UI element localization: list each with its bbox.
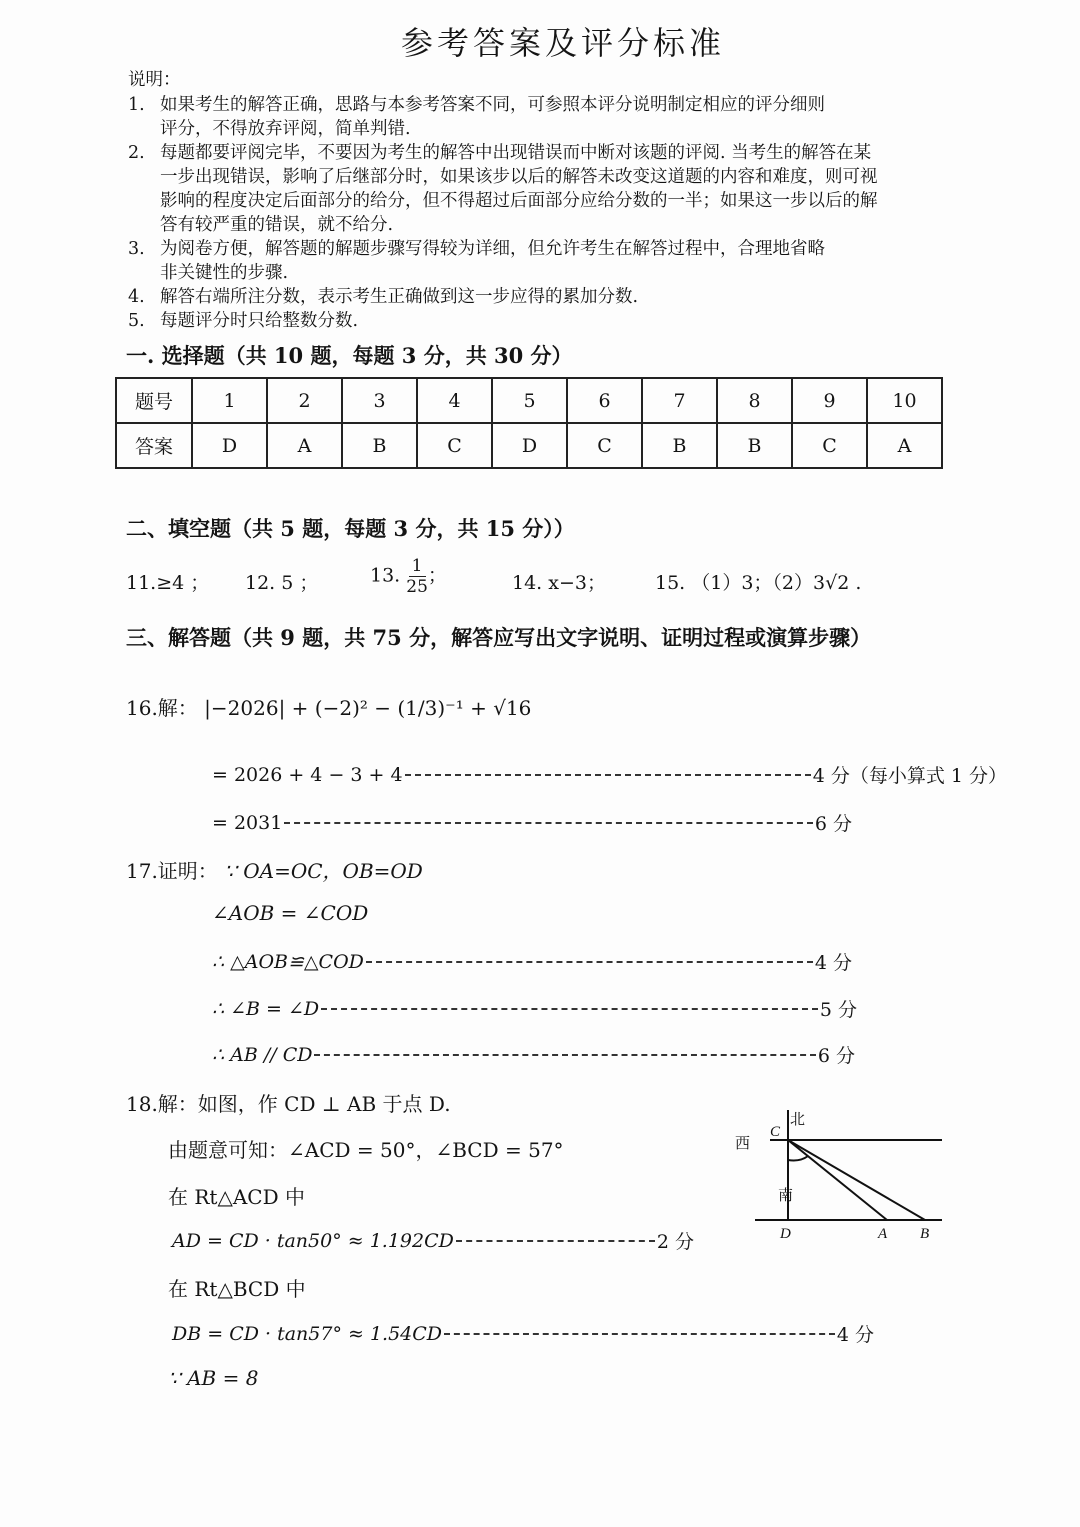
answer-cell: D — [192, 423, 267, 468]
answer-12: 12. 5 ； — [245, 572, 319, 594]
choice-answer-table — [115, 377, 943, 469]
q18-line1: 由题意可知：∠ACD = 50°，∠BCD = 57° — [168, 1138, 564, 1162]
note-text: 影响的程度决定后面部分的给分，但不得超过后面部分应给分数的一半；如果这一步以后的解 — [160, 191, 878, 211]
answer-11: 11.≥4 ； — [126, 572, 210, 594]
notes-heading: 说明： — [128, 70, 181, 90]
q17-line2: ∠AOB = ∠COD — [212, 901, 369, 925]
note-text: 每题评分时只给整数分数. — [160, 311, 359, 331]
line-CA — [788, 1140, 887, 1220]
q18-line4: 在 Rt△BCD 中 — [168, 1277, 306, 1301]
answer-cell: B — [642, 423, 717, 468]
step-expression: ∴ ∠B = ∠D — [212, 997, 320, 1020]
angle-arc — [788, 1156, 808, 1161]
q17-line4 — [212, 995, 857, 1022]
question-number-cell: 1 — [192, 378, 267, 423]
q16-step2 — [212, 809, 852, 836]
question-number-cell: 4 — [417, 378, 492, 423]
step-expression: = 2031 — [212, 811, 283, 834]
note-text: 答有较严重的错误，就不给分. — [160, 215, 394, 235]
step-score: 4 分 — [814, 952, 852, 974]
note-line — [128, 139, 871, 164]
note-line — [128, 91, 825, 116]
question-number-cell: 10 — [867, 378, 942, 423]
note-line — [128, 235, 825, 260]
answer-13-number: 13. — [370, 564, 401, 587]
dash-leader — [444, 1333, 835, 1335]
note-number: 5. — [128, 311, 145, 331]
answer-13 — [370, 556, 447, 597]
note-text: 为阅卷方便，解答题的解题步骤写得较为详细，但允许考生在解答过程中，合理地省略 — [160, 239, 825, 259]
numerator: 1 — [409, 556, 426, 577]
section3-heading: 三、解答题（共 9 题，共 75 分，解答应写出文字说明、证明过程或演算步骤） — [126, 625, 872, 650]
q18-line3 — [172, 1227, 694, 1254]
step-score: 5 分 — [819, 999, 857, 1021]
section1-heading: 一. 选择题（共 10 题，每题 3 分，共 30 分） — [126, 343, 573, 368]
section2-heading: 二、填空题（共 5 题，每题 3 分，共 15 分）） — [126, 516, 575, 541]
answer-cell: A — [267, 423, 342, 468]
dash-leader — [456, 1240, 655, 1242]
q16-step1 — [212, 761, 1007, 788]
step-score: 4 分（每小算式 1 分） — [812, 765, 1007, 787]
table-row-answers — [116, 423, 942, 468]
step-score: 2 分 — [656, 1231, 694, 1253]
direction-diagram — [730, 1100, 960, 1250]
q16-label — [126, 692, 531, 721]
line-CB — [788, 1140, 925, 1220]
question-number-cell: 3 — [342, 378, 417, 423]
question-number-cell: 9 — [792, 378, 867, 423]
q17-line1 — [126, 855, 423, 884]
note-number: 4. — [128, 287, 145, 307]
answer-cell: C — [567, 423, 642, 468]
dash-leader — [284, 822, 813, 824]
step-score: 6 分 — [817, 1045, 855, 1067]
label-north: 北 — [790, 1112, 806, 1128]
label-C: C — [770, 1124, 781, 1140]
dash-leader — [321, 1008, 818, 1010]
step-expression: ∴ △AOB≌△COD — [212, 950, 364, 973]
label-south: 南 — [778, 1188, 794, 1204]
q16-expression: |−2026| + (−2)² − (1/3)⁻¹ + √16 — [204, 696, 532, 720]
page-title: 参考答案及评分标准 — [400, 24, 725, 62]
q18-line5 — [172, 1320, 874, 1347]
answer-14: 14. x−3； — [512, 572, 606, 594]
answer-15: 15. （1）3；（2）3√2 . — [655, 572, 862, 594]
q17-line5 — [212, 1041, 855, 1068]
note-line — [128, 307, 358, 332]
table-row-numbers — [116, 378, 942, 423]
note-text: 一步出现错误，影响了后继部分时，如果该步以后的解答未改变这道题的内容和难度，则可视 — [160, 167, 878, 187]
denominator: 25 — [406, 577, 428, 597]
note-number: 1. — [128, 95, 145, 115]
note-line — [128, 187, 878, 212]
answer-cell: B — [342, 423, 417, 468]
note-line — [128, 115, 411, 140]
step-score: 6 分 — [814, 813, 852, 835]
note-text: 每题都要评阅完毕，不要因为考生的解答中出现错误而中断对该题的评阅. 当考生的解答在某 — [160, 143, 872, 163]
separator: ； — [427, 564, 447, 587]
answer-cell: C — [792, 423, 867, 468]
note-text: 解答右端所注分数，表示考生正确做到这一步应得的累加分数. — [160, 287, 639, 307]
note-line — [128, 163, 878, 188]
question-number-cell: 6 — [567, 378, 642, 423]
step-expression: AD = CD · tan50° ≈ 1.192CD — [172, 1229, 454, 1252]
dash-leader — [405, 774, 811, 776]
note-text: 评分，不得放弃评阅，简单判错. — [160, 119, 411, 139]
step-expression: DB = CD · tan57° ≈ 1.54CD — [172, 1322, 443, 1345]
step-expression: ∵ OA=OC，OB=OD — [224, 859, 423, 883]
q17-line3 — [212, 948, 852, 975]
label-D: D — [780, 1226, 791, 1242]
q18-line6: ∵ AB = 8 — [168, 1366, 259, 1390]
label-B: B — [920, 1226, 930, 1242]
answer-cell: B — [717, 423, 792, 468]
note-text: 如果考生的解答正确，思路与本参考答案不同，可参照本评分说明制定相应的评分细则 — [160, 95, 825, 115]
note-line — [128, 283, 638, 308]
q18-line0: 18.解：如图，作 CD ⊥ AB 于点 D. — [126, 1092, 451, 1116]
note-number: 2. — [128, 143, 145, 163]
q18-line2: 在 Rt△ACD 中 — [168, 1185, 305, 1209]
answer-cell: D — [492, 423, 567, 468]
fraction — [406, 556, 428, 597]
q17-label: 17.证明： — [126, 859, 218, 883]
note-line — [128, 259, 288, 284]
label-west: 西 — [735, 1136, 751, 1152]
q16-label-text: 16.解： — [126, 696, 198, 720]
answer-cell: A — [867, 423, 942, 468]
step-expression: ∴ AB // CD — [212, 1043, 313, 1066]
answer-cell: C — [417, 423, 492, 468]
row-label: 答案 — [116, 423, 192, 468]
question-number-cell: 2 — [267, 378, 342, 423]
note-number: 3. — [128, 239, 145, 259]
label-A: A — [878, 1226, 888, 1242]
dash-leader — [366, 961, 813, 963]
step-expression: = 2026 + 4 − 3 + 4 — [212, 763, 403, 786]
note-line — [128, 211, 393, 236]
question-number-cell: 8 — [717, 378, 792, 423]
row-label: 题号 — [116, 378, 192, 423]
question-number-cell: 5 — [492, 378, 567, 423]
step-score: 4 分 — [836, 1324, 874, 1346]
note-text: 非关键性的步骤. — [160, 263, 289, 283]
dash-leader — [314, 1054, 815, 1056]
question-number-cell: 7 — [642, 378, 717, 423]
